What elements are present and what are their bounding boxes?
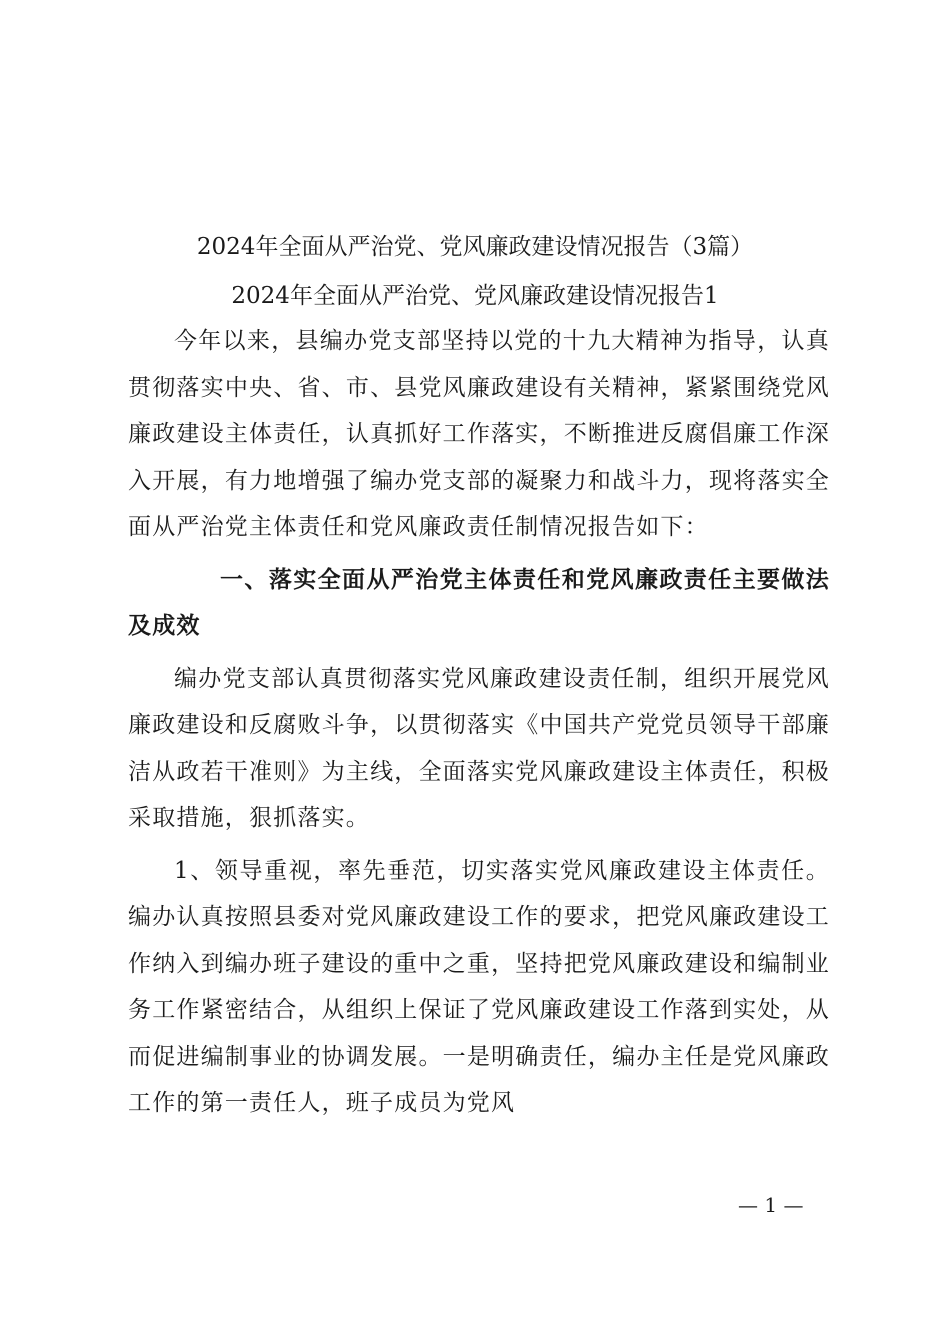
section-paragraph: 编办党支部认真贯彻落实党风廉政建设责任制，组织开展党风廉政建设和反腐败斗争，以贯彻落实《中国共产党党员领导干部廉洁从政若干准则》为主线，全面落实党风廉政建设主体责任，积极采取措施，狠抓落实。: [128, 665, 830, 831]
document-title: 2024年全面从严治党、党风廉政建设情况报告（3篇）: [196, 234, 754, 260]
page-number: — 1 —: [738, 1193, 804, 1217]
document-body: [128, 318, 830, 1127]
intro-paragraph: 今年以来，县编办党支部坚持以党的十九大精神为指导，认真贯彻落实中央、省、市、县党风廉政建设有关精神，紧紧围绕党风廉政建设主体责任，认真抓好工作落实，不断推进反腐倡廉工作深入开展，有力地增强了编办党支部的凝聚力和战斗力，现将落实全面从严治党主体责任和党风廉政责任制情况报告如下：: [128, 328, 830, 540]
item-paragraph: 1、领导重视，率先垂范，切实落实党风廉政建设主体责任。编办认真按照县委对党风廉政建设工作的要求，把党风廉政建设工作纳入到编办班子建设的重中之重，坚持把党风廉政建设和编制业务工作紧密结合，从组织上保证了党风廉政建设工作落到实处，从而促进编制事业的协调发展。一是明确责任，编办主任是党风廉政工作的第一责任人，班子成员为党风: [128, 857, 830, 1116]
document-subtitle: 2024年全面从严治党、党风廉政建设情况报告1: [231, 283, 719, 309]
section-heading: 一、落实全面从严治党主体责任和党风廉政责任主要做法及成效: [128, 566, 830, 639]
